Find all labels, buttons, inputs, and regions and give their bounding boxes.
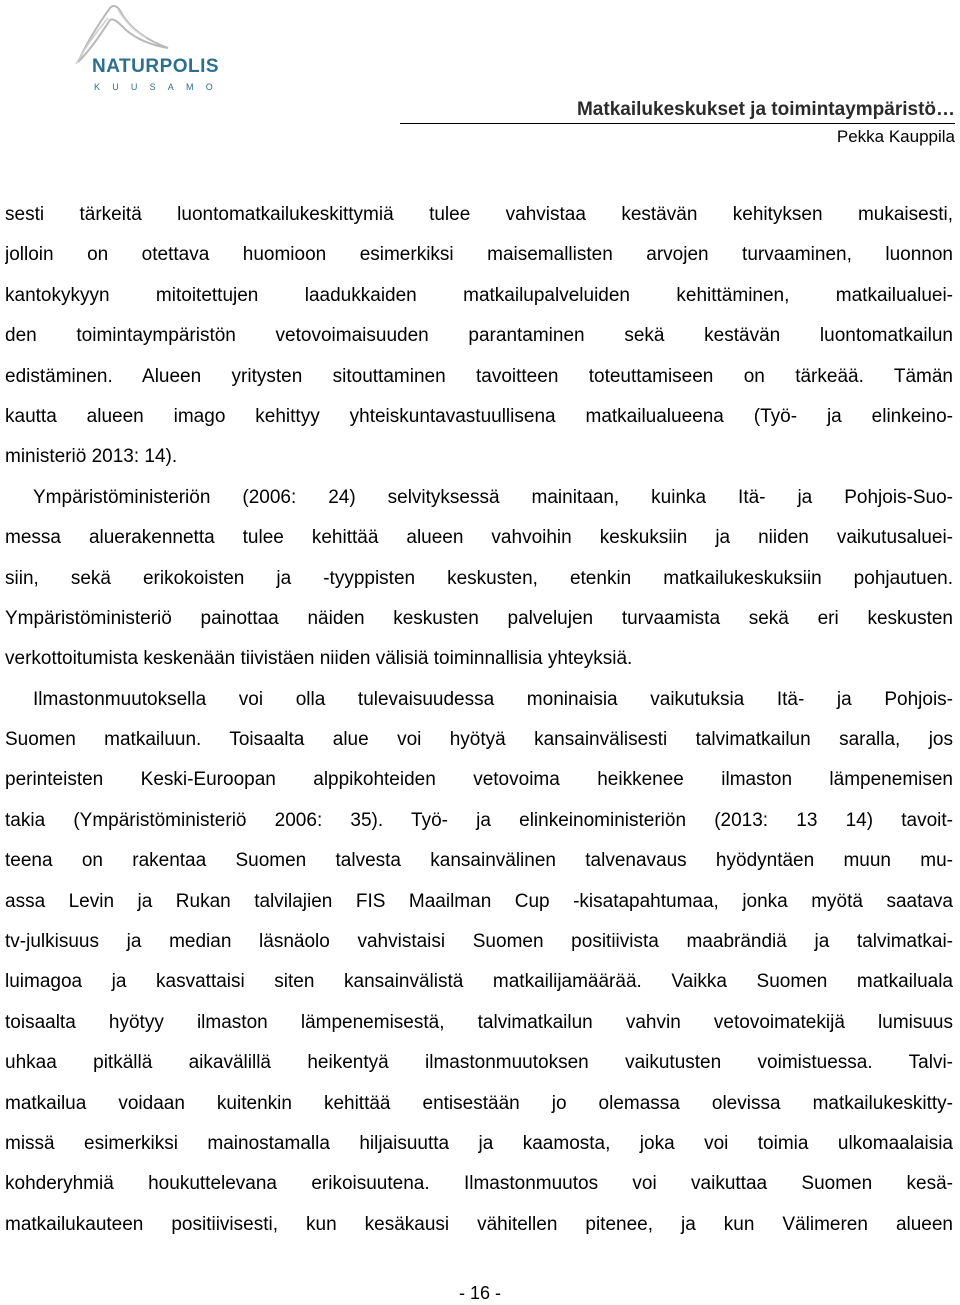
text-line: toisaalta hyötyy ilmaston lämpenemisestä, talvimatkailun vahvin vetovoimatekijä lumisuus — [5, 1011, 953, 1033]
text-line: jolloin on otettava huomioon esimerkiksi maisemallisten arvojen turvaaminen, luonnon — [5, 244, 953, 266]
text-line: verkottoitumista keskenään tiivistäen niiden välisiä toiminnallisia yhteyksiä. — [5, 648, 633, 670]
naturpolis-logo — [18, 0, 225, 100]
text-line: missä esimerkiksi mainostamalla hiljaisuutta ja kaamosta, joka voi toimia ulkomaalaisia — [5, 1132, 953, 1154]
text-line: edistäminen. Alueen yritysten sitouttaminen tavoitteen toteuttamiseen on tärkeää. Tämän — [5, 365, 953, 387]
text-line: den toimintaympäristön vetovoimaisuuden parantaminen sekä kestävän luontomatkailun — [5, 325, 953, 347]
text-line: siin, sekä erikokoisten ja -tyyppisten keskusten, etenkin matkailukeskuksiin pohjautuen. — [5, 567, 953, 589]
text-line: assa Levin ja Rukan talvilajien FIS Maailman Cup -kisatapahtumaa, jonka myötä saatava — [5, 890, 953, 912]
text-line: kautta alueen imago kehittyy yhteiskuntavastuullisena matkailualueena (Työ- ja elinkeino- — [5, 405, 953, 427]
text-line: luimagoa ja kasvattaisi siten kansainvälistä matkailijamäärää. Vaikka Suomen matkailuala — [5, 971, 953, 993]
text-line: uhkaa pitkällä aikavälillä heikentyä ilmastonmuutoksen vaikutusten voimistuessa. Talvi- — [5, 1052, 953, 1074]
text-line: tv-julkisuus ja median läsnäolo vahvistaisi Suomen positiivista maabrändiä ja talvimatkai- — [5, 931, 953, 953]
running-header-author: Pekka Kauppila — [836, 127, 955, 146]
body-text — [5, 195, 953, 1245]
running-header-title: Matkailukeskukset ja toimintaympäristö… — [576, 99, 955, 120]
header-divider — [400, 123, 955, 124]
text-line: Suomen matkailuun. Toisaalta alue voi hyötyä kansainvälisesti talvimatkailun saralla, jos — [5, 729, 953, 751]
text-line: matkailua voidaan kuitenkin kehittää entisestään jo olemassa olevissa matkailukeskitty- — [5, 1092, 953, 1114]
text-line: takia (Ympäristöministeriö 2006: 35). Työ- ja elinkeinoministeriön (2013: 13 14) tavoit- — [5, 809, 953, 831]
text-line: kantokykyyn mitoitettujen laadukkaiden matkailupalveluiden kehittäminen, matkailualuei- — [5, 284, 953, 306]
text-line: sesti tärkeitä luontomatkailukeskittymiä tulee vahvistaa kestävän kehityksen mukaisesti, — [5, 204, 953, 225]
text-line: teena on rakentaa Suomen talvesta kansainvälinen talvenavaus hyödyntäen muun mu- — [5, 850, 953, 872]
text-line: matkailukauteen positiivisesti, kun kesäkausi vähitellen pitenee, ja kun Välimeren alueen — [5, 1213, 953, 1235]
page-number: - 16 - — [458, 1283, 501, 1303]
text-line: Ympäristöministeriö painottaa näiden keskusten palvelujen turvaamista sekä eri keskusten — [5, 607, 953, 629]
text-line: perinteisten Keski-Euroopan alppikohteiden vetovoima heikkenee ilmaston lämpenemisen — [5, 769, 953, 791]
text-line: ministeriö 2013: 14). — [5, 446, 178, 468]
text-line: kohderyhmiä houkuttelevana erikoisuutena. Ilmastonmuutos voi vaikuttaa Suomen kesä- — [5, 1173, 953, 1195]
text-line: Ympäristöministeriön (2006: 24) selvityksessä mainitaan, kuinka Itä- ja Pohjois-Suo- — [33, 486, 953, 508]
text-line: Ilmastonmuutoksella voi olla tulevaisuudessa moninaisia vaikutuksia Itä- ja Pohjois- — [33, 688, 953, 710]
logo-wordmark: NATURPOLIS — [92, 56, 220, 77]
text-line: messa aluerakennetta tulee kehittää alueen vahvoihin keskuksiin ja niiden vaikutusaluei- — [5, 527, 953, 549]
logo-subtitle: KUUSAMO — [94, 82, 225, 92]
